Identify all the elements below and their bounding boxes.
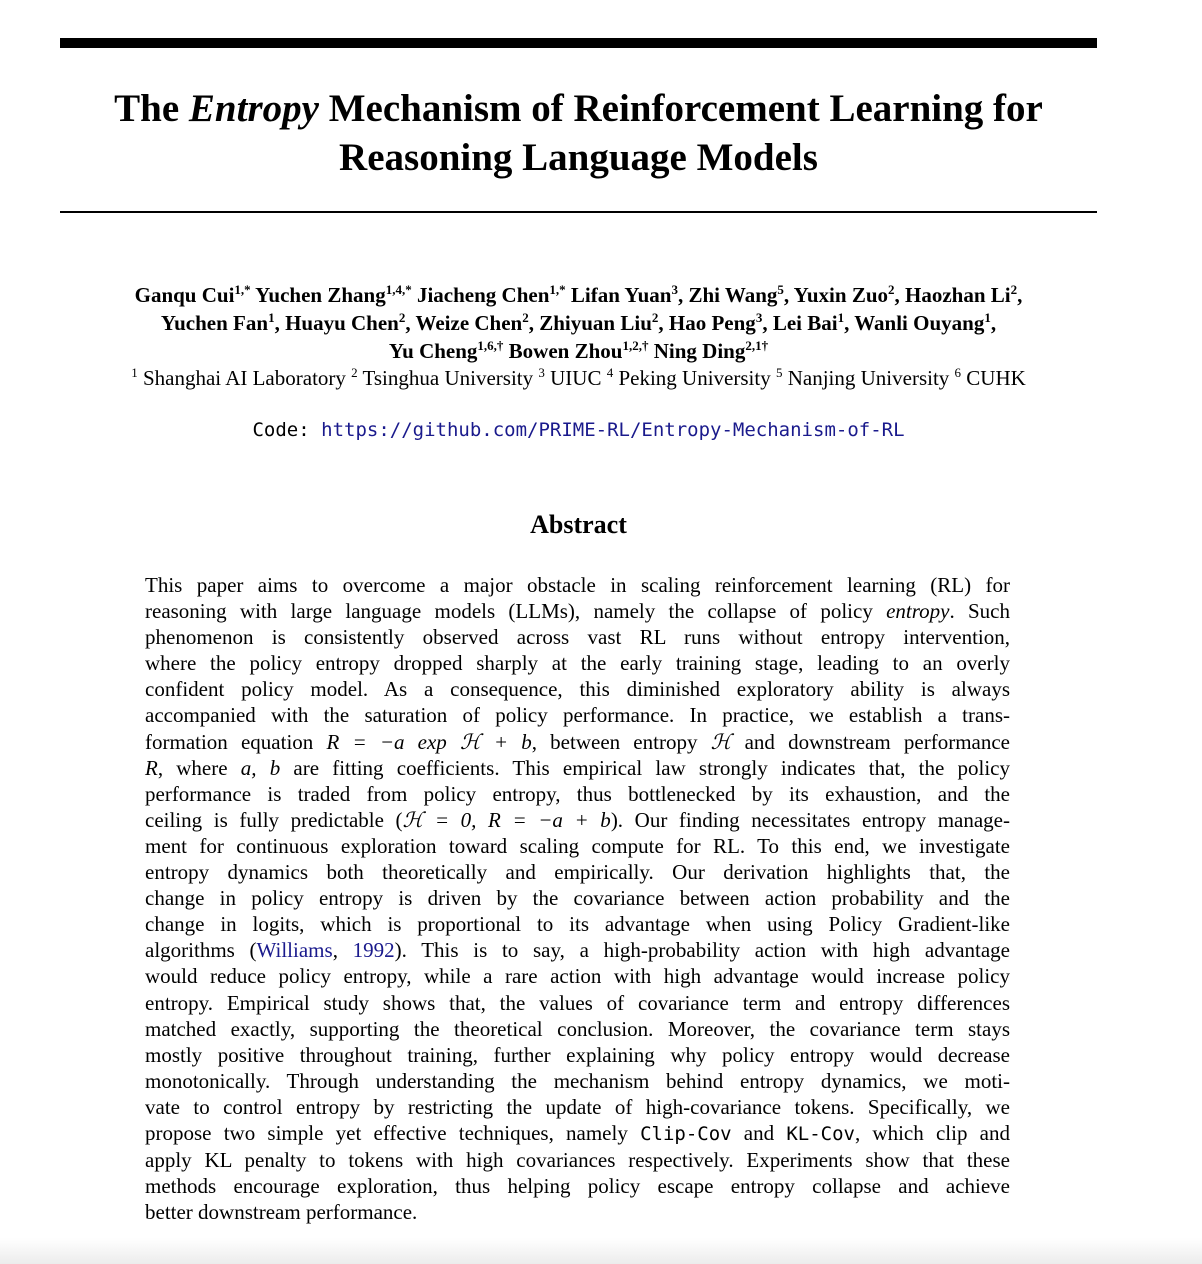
citation-link[interactable]: Williams [256, 938, 333, 963]
abstract-line [145, 911, 1010, 937]
author-affiliation-mark: 1,2,† [622, 338, 649, 353]
abstract-text: and downstream performance [731, 729, 1010, 754]
abstract-text: better downstream performance. [145, 1200, 418, 1225]
paper-title [60, 84, 1097, 182]
author-affiliation-mark: 2 [522, 310, 529, 325]
abstract-text: and [731, 1120, 787, 1145]
abstract-text: monotonically. Through understanding the mechanism behind entropy dynamics, we moti- [145, 1068, 1010, 1093]
author-name: Yuchen Fan [160, 311, 269, 335]
author-name: Yu Cheng [388, 339, 478, 363]
affiliation-name: Tsinghua University [357, 366, 539, 390]
abstract-line [145, 1120, 1010, 1147]
author-separator: , [528, 311, 540, 335]
abstract-line [145, 833, 1010, 859]
abstract-line [145, 1016, 1010, 1042]
author-name: Jiacheng Chen [416, 283, 550, 307]
author-separator: , [783, 283, 794, 307]
abstract-text: phenomenon is consistently observed across vast RL runs without entropy intervention, [145, 625, 1010, 650]
abstract-text: algorithms ( [145, 938, 257, 963]
abstract-line [145, 990, 1010, 1016]
author-name: Ning Ding [653, 339, 746, 363]
author-name: Ganqu Cui [134, 283, 235, 307]
abstract-text: methods encourage exploration, thus helping policy escape entropy collapse and achieve [145, 1174, 1010, 1199]
author-affiliation-mark: 1,* [234, 282, 251, 297]
abstract-math-italic: ℋ = 0, R = −a + b [402, 807, 611, 832]
author-name: Bowen Zhou [508, 339, 623, 363]
code-link-line [60, 419, 1097, 441]
affiliation-number: 2 [351, 365, 358, 380]
author-name: Yuxin Zuo [793, 283, 889, 307]
abstract-line [145, 755, 1010, 781]
abstract-text: change in policy entropy is driven by the covariance between action probability and the [145, 886, 1010, 911]
code-url-link[interactable]: https://github.com/PRIME-RL/Entropy-Mechanism-of-RL [321, 419, 905, 441]
author-name: Zhi Wang [688, 283, 778, 307]
author-name: Lei Bai [772, 311, 838, 335]
abstract-text: apply KL penalty to tokens with high covariances respectively. Experiments show that these [145, 1148, 1010, 1173]
affiliation-name: Nanjing University [782, 366, 955, 390]
author-list [30, 281, 1127, 365]
abstract-text: vate to control entropy by restricting the update of high-covariance tokens. Specifically, we [145, 1094, 1010, 1119]
author-affiliation-mark: 2 [888, 282, 895, 297]
abstract-math-italic: R [145, 755, 158, 780]
author-affiliation-mark: 3 [671, 282, 678, 297]
author-affiliation-mark: 1,6,† [477, 338, 504, 353]
abstract-text: This paper aims to overcome a major obstacle in scaling reinforcement learning (RL) for [145, 573, 1010, 597]
abstract-text: performance is traded from policy entropy, thus bottlenecked by its exhaustion, and the [145, 781, 1010, 806]
abstract-math-italic: a, b [240, 755, 281, 780]
author-separator: , [658, 311, 669, 335]
abstract-text: confident policy model. As a consequence, this diminished exploratory ability is always [145, 677, 1010, 702]
author-name: Haozhan Li [905, 283, 1011, 307]
abstract-line [145, 1042, 1010, 1068]
abstract-text: propose two simple yet effective techniques, namely [145, 1120, 641, 1145]
title-post: Mechanism of Reinforcement Learning for [318, 87, 1043, 130]
abstract-line [145, 624, 1010, 650]
abstract-code-term: Clip-Cov [640, 1122, 732, 1145]
abstract-text: , where [157, 755, 241, 780]
abstract-line [145, 1147, 1010, 1173]
affiliation-number: 5 [775, 365, 783, 380]
abstract-text: , [332, 938, 353, 963]
top-rule [60, 38, 1097, 48]
abstract-text: matched exactly, supporting the theoretical conclusion. Moreover, the covariance term stays [145, 1016, 1010, 1041]
abstract-text: are fitting coefficients. This empirical law strongly indicates that, the policy [280, 755, 1011, 780]
author-separator: , [844, 311, 855, 335]
affiliation-name: Peking University [613, 366, 776, 390]
author-affiliation-mark: 2 [398, 310, 406, 325]
affiliation-number: 1 [131, 365, 138, 380]
author-name: Hao Peng [668, 311, 756, 335]
author-affiliation-mark: 3 [755, 310, 763, 325]
abstract-math-italic: entropy [886, 599, 950, 624]
affiliation-name: CUHK [961, 366, 1026, 390]
author-affiliation-mark: 1,* [549, 282, 566, 297]
abstract-line [145, 650, 1010, 676]
citation-link[interactable]: 1992 [352, 938, 395, 963]
abstract-text: ceiling is fully predictable ( [145, 807, 403, 832]
affiliations [30, 364, 1127, 392]
abstract-line [145, 1068, 1010, 1094]
abstract-text: accompanied with the saturation of policy performance. In practice, we establish a trans- [145, 703, 1010, 728]
abstract-math-italic: R = −a exp ℋ + b [326, 729, 532, 754]
abstract-line [145, 729, 1010, 755]
bottom-rule [60, 211, 1097, 213]
abstract-code-term: KL-Cov [786, 1122, 855, 1145]
abstract-line [145, 937, 1010, 963]
abstract-text: reasoning with large language models (LLMs), namely the collapse of policy [145, 599, 887, 624]
author-affiliation-mark: 2 [1010, 282, 1018, 297]
affiliation-name: Shanghai AI Laboratory [137, 366, 352, 390]
page-bottom-shade [0, 1238, 1202, 1264]
affiliation-number: 3 [538, 365, 545, 380]
abstract-text: . Such [949, 599, 1010, 624]
author-affiliation-mark: 1 [837, 310, 845, 325]
author-affiliation-mark: 2 [651, 310, 659, 325]
abstract-text: , which clip and [854, 1120, 1010, 1145]
author-separator: , [894, 283, 906, 307]
author-affiliation-mark: 1,4,* [385, 282, 412, 297]
abstract-line [145, 572, 1010, 598]
abstract-text: change in logits, which is proportional to its advantage when using Policy Gradient-like [145, 912, 1010, 937]
author-separator: , [990, 311, 997, 335]
abstract-line [145, 963, 1010, 989]
affiliation-number: 6 [954, 365, 962, 380]
author-separator: , [762, 311, 773, 335]
abstract-text: , between entropy [531, 729, 711, 754]
author-name: Huayu Chen [285, 311, 399, 335]
author-affiliation-mark: 2,1† [745, 338, 769, 353]
abstract-text: mostly positive throughout training, further explaining why policy entropy would decrease [145, 1042, 1010, 1067]
abstract-line [145, 598, 1010, 624]
abstract-text: formation equation [145, 729, 327, 754]
abstract-line [145, 859, 1010, 885]
abstract-line [145, 807, 1010, 833]
abstract-body [145, 572, 1010, 1225]
abstract-text: entropy. Empirical study shows that, the values of covariance term and entropy differences [145, 990, 1010, 1015]
abstract-line [145, 1173, 1010, 1199]
title-italic: Entropy [188, 87, 319, 130]
abstract-text: ). This is to say, a high-probability action with high advantage [394, 938, 1010, 963]
author-separator: , [1017, 283, 1023, 307]
abstract-text: would reduce policy entropy, while a rare action with high advantage would increase policy [145, 964, 1010, 989]
author-name: Lifan Yuan [570, 283, 672, 307]
author-affiliation-mark: 5 [777, 282, 784, 297]
author-name: Zhiyuan Liu [539, 311, 652, 335]
abstract-text: entropy dynamics both theoretically and empirically. Our derivation highlights that, the [145, 860, 1010, 885]
author-separator: , [274, 311, 286, 335]
abstract-text: ). Our finding necessitates entropy manage- [610, 807, 1010, 832]
abstract-line [145, 702, 1010, 728]
title-line-2: Reasoning Language Models [339, 136, 818, 179]
abstract-text: ment for continuous exploration toward scaling compute for RL. To this end, we investigate [145, 833, 1010, 858]
author-name: Yuchen Zhang [255, 283, 386, 307]
author-separator: , [677, 283, 689, 307]
abstract-line [145, 781, 1010, 807]
code-label: Code: [252, 419, 310, 441]
affiliation-number: 4 [606, 365, 614, 380]
abstract-line [145, 1199, 1010, 1225]
author-name: Weize Chen [415, 311, 523, 335]
affiliation-name: UIUC [544, 366, 607, 390]
author-affiliation-mark: 1 [984, 310, 991, 325]
abstract-line [145, 676, 1010, 702]
author-name: Wanli Ouyang [854, 311, 985, 335]
title-pre: The [114, 87, 189, 130]
abstract-text: where the policy entropy dropped sharply at the early training stage, leading to an overly [145, 651, 1010, 676]
author-separator: , [405, 311, 416, 335]
abstract-heading: Abstract [530, 510, 627, 539]
abstract-line [145, 885, 1010, 911]
abstract-line [145, 1094, 1010, 1120]
abstract-math-italic: ℋ [710, 729, 732, 754]
author-affiliation-mark: 1 [268, 310, 275, 325]
